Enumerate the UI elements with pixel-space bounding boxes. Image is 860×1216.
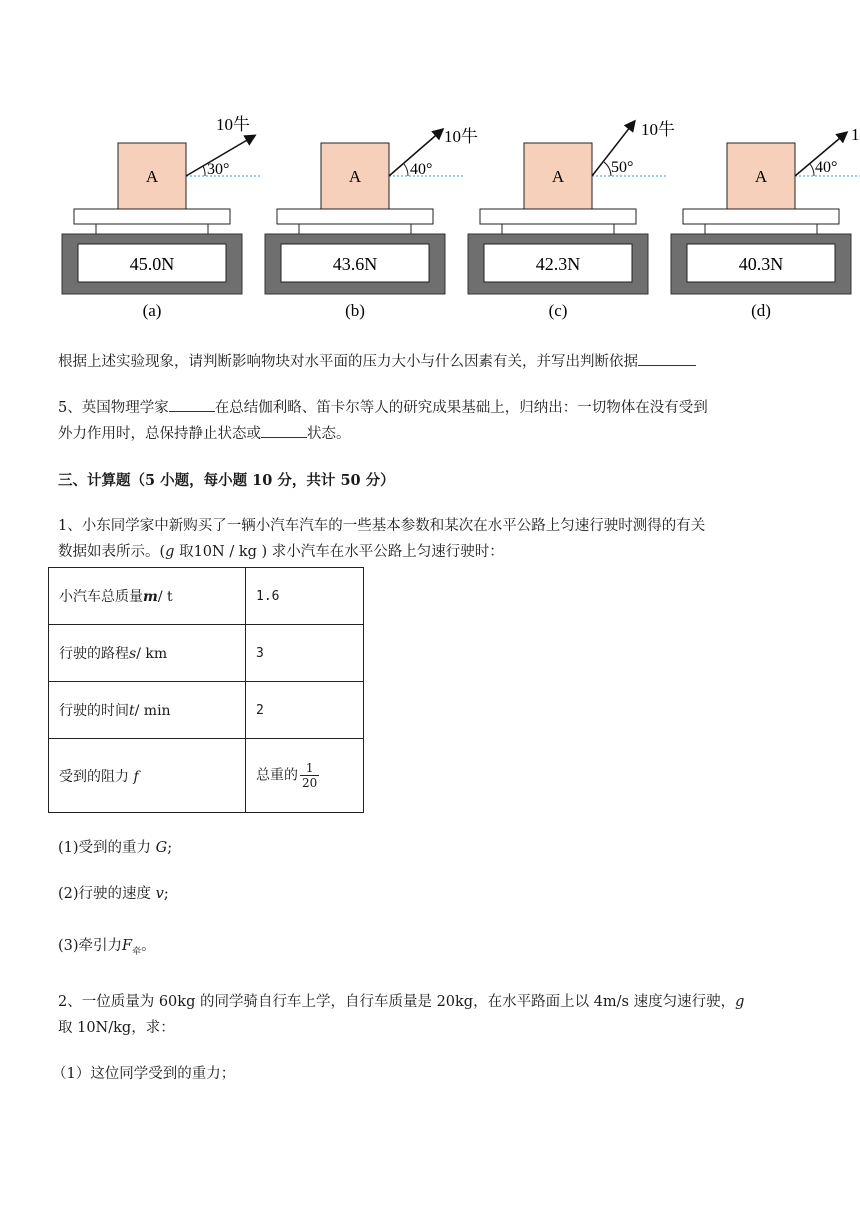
answer-blank[interactable] (638, 364, 696, 366)
q5-text-3: 外力作用时，总保持静止状态或 (58, 426, 261, 442)
sub-question-text: (3)牵引力 (58, 938, 123, 954)
table-cell (49, 625, 246, 682)
scale-top (683, 209, 839, 224)
scale-stem (502, 224, 614, 234)
c1-sub-1 (58, 836, 172, 861)
force-label: 1 (851, 125, 860, 144)
c1-sub-2 (58, 882, 169, 907)
question-text: 根据上述实验现象，请判断影响物块对水平面的压力大小与什么因素有关，并写出判断依据 (58, 354, 638, 370)
figure-label: (b) (345, 301, 365, 320)
angle-arc (203, 166, 205, 176)
g-symbol: g (165, 544, 175, 560)
c1-sub-3 (58, 934, 156, 965)
scale-top (277, 209, 433, 224)
c1-line-1: 1、小东同学家中新购买了一辆小汽车汽车的一些基本参数和某次在水平公路上匀速行驶时测得的有关 (58, 518, 706, 534)
c1-line-2 (58, 540, 504, 565)
symbol: v (155, 886, 164, 902)
q5-text-1: 5、英国物理学家 (58, 400, 169, 416)
fraction-denominator: 20 (302, 776, 318, 790)
figure-d (671, 125, 860, 320)
sub-question-text: (1)受到的重力 (58, 840, 156, 856)
subscript: 牵 (132, 946, 142, 957)
angle-label: 40° (410, 161, 433, 178)
punct: 。 (141, 938, 156, 954)
value-prefix: 总重的 (256, 767, 298, 784)
c1-text-b: 取10N / kg ) 求小汽车在水平公路上匀速行驶时： (174, 544, 504, 560)
section-title: 三、计算题（5 小题，每小题 10 分，共计 50 分） (58, 472, 395, 489)
row-label: 受到的阻力 (59, 768, 134, 785)
scale-stem (299, 224, 411, 234)
force-label: 10牛 (216, 115, 250, 134)
answer-blank[interactable] (169, 410, 215, 412)
table-row (49, 739, 364, 813)
c2-line-2: 取 10N/kg，求： (58, 1020, 175, 1036)
table-cell (49, 682, 246, 739)
scale-stem (96, 224, 208, 234)
punct: ; (167, 840, 173, 856)
punct: ; (163, 886, 169, 902)
scale-reading: 45.0N (129, 254, 175, 274)
scale-reading: 40.3N (738, 254, 784, 274)
row-symbol: m (143, 589, 158, 605)
angle-label: 30° (207, 161, 230, 178)
table-cell (49, 739, 246, 813)
c2-text: 2、一位质量为 60kg 的同学骑自行车上学，自行车质量是 20kg，在水平路面上以 4m/s 速度匀速行驶， (58, 994, 736, 1010)
table-cell (49, 568, 246, 625)
scale-top (74, 209, 230, 224)
row-symbol: s (129, 646, 137, 662)
row-label: 行驶的时间 (59, 703, 129, 719)
figure-c (468, 120, 675, 320)
table-row (49, 682, 364, 739)
block-label: A (145, 167, 159, 186)
car-data-table (48, 567, 364, 813)
angle-arc (604, 162, 611, 176)
symbol: F (122, 938, 133, 954)
q5-text-2: 在总结伽利略、笛卡尔等人的研究成果基础上，归纳出：一切物体在没有受到 (214, 400, 708, 416)
row-label: 小汽车总质量 (59, 589, 143, 605)
q5-line-1 (58, 396, 708, 421)
c2-line-1 (58, 990, 744, 1015)
symbol: G (155, 840, 168, 856)
angle-arc (810, 164, 814, 176)
row-unit: / t (157, 589, 173, 605)
scale-stem (705, 224, 817, 234)
fraction-numerator: 1 (300, 761, 319, 776)
block-label: A (551, 167, 565, 186)
angle-label: 40° (815, 159, 838, 176)
table-row (49, 568, 364, 625)
force-label: 10牛 (641, 120, 675, 139)
c1-text-a: 数据如表所示。( (58, 544, 166, 560)
block-label: A (348, 167, 362, 186)
scale-top (480, 209, 636, 224)
table-cell: 2 (246, 682, 364, 739)
c2-sub-1: （1）这位同学受到的重力； (52, 1066, 236, 1082)
q5-text-4: 状态。 (307, 426, 351, 442)
row-unit: / min (134, 703, 171, 719)
scale-reading: 43.6N (332, 254, 378, 274)
q5-line-2 (58, 422, 351, 447)
figure-b (265, 127, 478, 320)
figure-label: (a) (142, 301, 162, 320)
table-row (49, 625, 364, 682)
angle-label: 50° (611, 159, 634, 176)
row-unit: / km (136, 646, 168, 662)
table-cell: 3 (246, 625, 364, 682)
row-symbol: f (133, 768, 139, 785)
answer-blank[interactable] (261, 436, 307, 438)
row-label: 行驶的路程 (59, 646, 129, 662)
row-symbol: t (129, 703, 135, 719)
block-label: A (754, 167, 768, 186)
figure-label: (d) (751, 301, 771, 320)
force-label: 10牛 (444, 127, 478, 146)
sub-question-text: (2)行驶的速度 (58, 886, 156, 902)
figure-a (62, 115, 262, 320)
fraction (300, 761, 319, 790)
question-paragraph (58, 350, 696, 375)
figure-label: (c) (548, 301, 568, 320)
table-cell: 1.6 (246, 568, 364, 625)
table-cell (246, 739, 364, 813)
g-symbol: g (735, 994, 745, 1010)
scale-reading: 42.3N (535, 254, 581, 274)
experiment-diagram (0, 100, 860, 325)
angle-arc (404, 164, 408, 176)
